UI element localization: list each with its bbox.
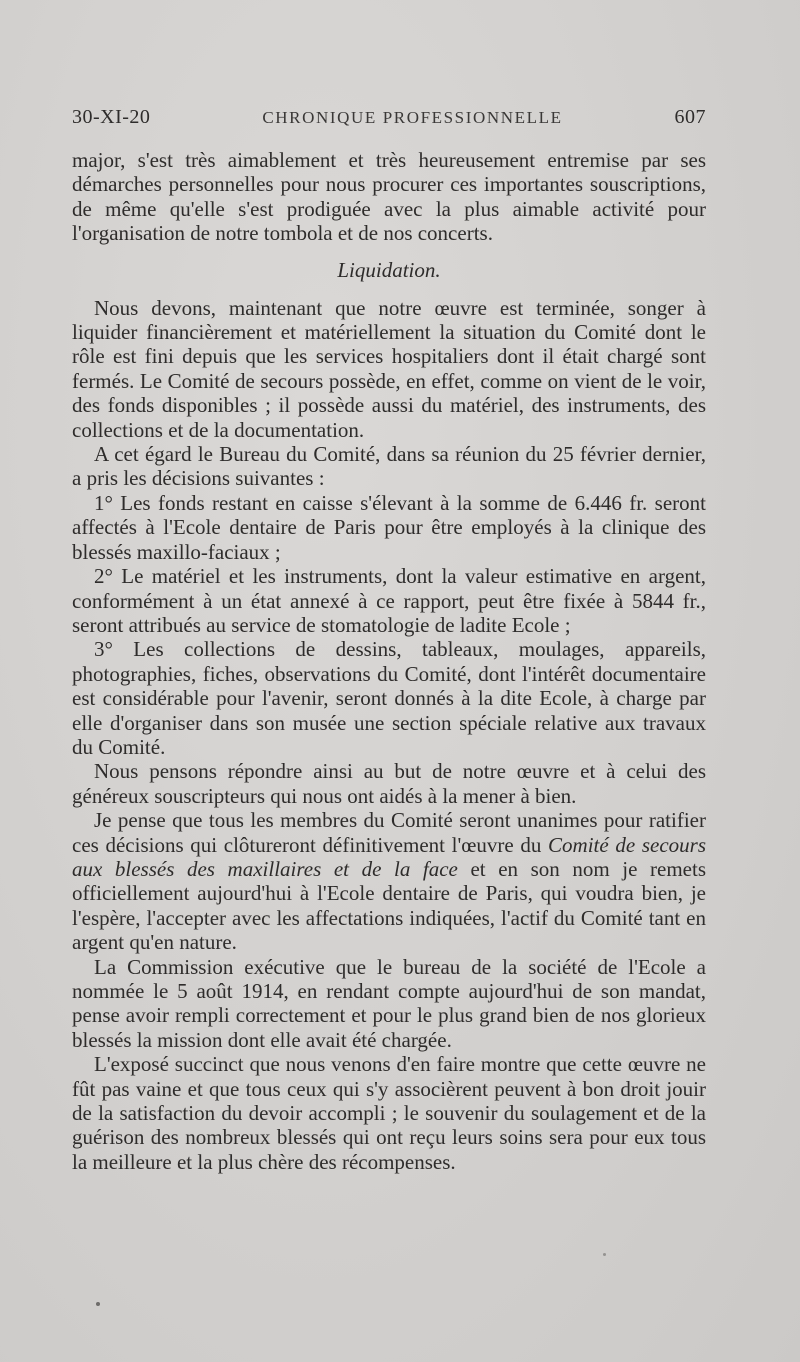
paragraph-item-3: 3° Les collections de dessins, tableaux, moulages, appareils, photographies, fiches, observations du Comité, dont l'intérêt documentaire est considérable pour l'avenir, seront donnés à la dite Ecole, à charge par elle d'organiser dans son musée une section spéciale relative aux travaux du Comité. [72, 637, 706, 759]
paragraph-item-2: 2° Le matériel et les instruments, dont la valeur estimative en argent, conformément à un état annexé à ce rapport, peut être fixée à 5844 fr., seront attribués au service de stomatologie de ladite Ecole ; [72, 564, 706, 637]
paragraph-with-italic [72, 808, 706, 954]
paragraph-item-1: 1° Les fonds restant en caisse s'élevant à la somme de 6.446 fr. seront affectés à l'Ecole dentaire de Paris pour être employés à la clinique des blessés maxillo-faciaux ; [72, 490, 706, 564]
page-number: 607 [674, 106, 706, 128]
running-header [72, 106, 706, 136]
paragraph-text: Je pense que tous les membres du Comité seront unanimes pour ratifier ces décisions qui clôtureront définitivement l'œuvre du [72, 808, 706, 857]
paragraph: Nous devons, maintenant que notre œuvre est terminée, songer à liquider financièrement et matériellement la situation du Comité dont le rôle est fini depuis que les services hospitaliers dont il était chargé sont fermés. Le Comité de secours possède, en effet, comme on vient de le voir, des fonds disponibles ; il possède aussi du matériel, des instruments, des collections et de la documentation. [72, 295, 706, 442]
body-text [72, 148, 706, 1174]
paragraph: L'exposé succinct que nous venons d'en faire montre que cette œuvre ne fût pas vaine et que tous ceux qui s'y associèrent peuvent à bon droit jouir de la satisfaction du devoir accompli ; le souvenir du soulagement et de la guérison des nombreux blessés qui ont reçu leurs soins sera pour eux tous la meilleure et la plus chère des récompenses. [72, 1052, 706, 1174]
paragraph: La Commission exécutive que le bureau de la société de l'Ecole a nommée le 5 août 1914, en rendant compte aujourd'hui de son mandat, pense avoir rempli correctement et pour le plus grand bien de nos glorieux blessés la mission dont elle avait été chargée. [72, 954, 706, 1052]
header-title: CHRONIQUE PROFESSIONNELLE [262, 108, 563, 127]
paper-speck [96, 1302, 100, 1306]
section-heading: Liquidation. [337, 257, 441, 282]
header-date: 30-XI-20 [72, 106, 151, 128]
paper-speck [603, 1253, 606, 1256]
paragraph: Nous pensons répondre ainsi au but de notre œuvre et à celui des généreux souscripteurs qui nous ont aidés à la mener à bien. [72, 759, 706, 808]
committee-name-italic: Comité de secours aux blessés des maxillaires et de la face [72, 832, 706, 881]
document-page [72, 106, 706, 1174]
paragraph-continuation: major, s'est très aimablement et très heureusement entremise par ses démarches personnelles pour nous procurer ces importantes souscriptions, de même qu'elle s'est prodiguée avec la plus aimable activité pour l'organisation de notre tombola et de nos concerts. [72, 148, 706, 246]
paragraph-text: et en son nom je remets officiellement aujourd'hui à l'Ecole dentaire de Paris, qui voudra bien, je l'espère, l'accepter avec les affectations indiquées, l'actif du Comité tant en argent qu'en nature. [72, 856, 706, 955]
paragraph: A cet égard le Bureau du Comité, dans sa réunion du 25 février dernier, a pris les décisions suivantes : [72, 442, 706, 491]
